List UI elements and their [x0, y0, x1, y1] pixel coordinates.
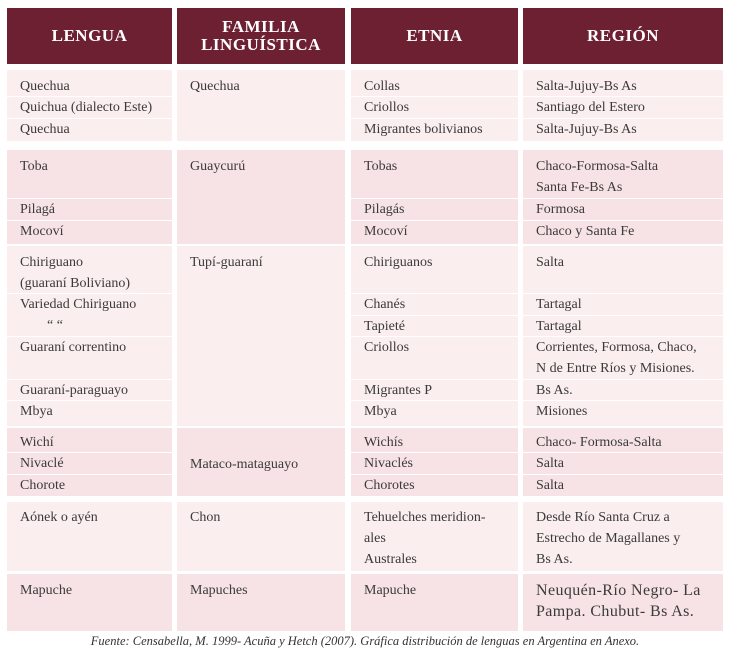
etnia-cell: ales — [364, 531, 386, 546]
etnia-cell: Chorotes — [351, 474, 518, 496]
region-cell: Santiago del Estero — [523, 96, 723, 118]
region-cell: Chaco y Santa Fe — [523, 220, 723, 242]
etnia-cell: Nivaclés — [351, 452, 518, 474]
etnia-cell: Tehuelches meridion- — [364, 510, 486, 525]
lengua-cell: Wichí — [20, 435, 54, 450]
region-cell: Misiones — [523, 400, 723, 422]
region-cell: Corrientes, Formosa, Chaco, — [523, 336, 723, 358]
lengua-cell: Pilagá — [7, 198, 172, 220]
column-lengua — [7, 0, 172, 657]
region-cell: Salta — [536, 255, 564, 270]
familia-cell: Mapuches — [190, 583, 248, 598]
lengua-cell: (guaraní Boliviano) — [20, 276, 131, 291]
lengua-cell: Chiriguano — [20, 255, 83, 270]
lengua-cell: Aónek o ayén — [20, 510, 98, 525]
lengua-cell: Quechua — [7, 118, 172, 140]
region-cell: Neuquén-Río Negro- La — [536, 582, 701, 599]
lengua-cell: Variedad Chiriguano — [7, 293, 172, 315]
lengua-cell: Mbya — [7, 400, 172, 422]
region-cell: N de Entre Ríos y Misiones. — [536, 361, 695, 376]
etnia-cell: Migrantes bolivianos — [351, 118, 518, 140]
etnia-cell: Tobas — [364, 159, 398, 174]
region-cell: Salta — [523, 452, 723, 474]
lengua-cell: Guaraní correntino — [7, 336, 172, 379]
etnia-cell: Wichís — [364, 435, 404, 450]
lengua-cell: Toba — [20, 159, 48, 174]
familia-cell: Guaycurú — [190, 159, 246, 174]
etnia-cell: Mapuche — [364, 583, 417, 598]
header-region-text: REGIÓN — [587, 26, 659, 45]
source-footer: Fuente: Censabella, M. 1999- Acuña y Hetch (2007). Gráfica distribución de lenguas en Argentina en Anexo. — [90, 634, 640, 648]
region-cell: Pampa. Chubut- Bs As. — [536, 603, 695, 620]
etnia-cell: Mocoví — [351, 220, 518, 242]
column-etnia — [351, 0, 518, 657]
header-familia-line2: LINGUÍSTICA — [201, 35, 321, 54]
lengua-cell: Quechua — [20, 79, 70, 94]
etnia-cell: Migrantes P — [351, 379, 518, 401]
region-cell: Salta — [523, 474, 723, 496]
region-cell: Tartagal — [523, 315, 723, 337]
region-cell: Estrecho de Magallanes y — [536, 531, 681, 546]
region-cell: Santa Fe-Bs As — [536, 180, 623, 195]
lengua-cell: “ “ — [47, 318, 63, 333]
region-cell: Chaco-Formosa-Salta — [536, 159, 659, 174]
etnia-cell: Australes — [364, 552, 417, 567]
header-lengua-text: LENGUA — [51, 26, 128, 45]
etnia-cell: Chanés — [351, 293, 518, 315]
group-tupi-guarani — [177, 246, 345, 426]
region-cell: Bs As. — [536, 552, 573, 567]
lengua-cell: Mapuche — [20, 583, 73, 598]
header-etnia-text: ETNIA — [406, 26, 463, 45]
etnia-cell: Criollos — [351, 96, 518, 118]
etnia-cell: Criollos — [351, 336, 518, 379]
lengua-cell: Guaraní-paraguayo — [7, 379, 172, 401]
region-cell: Tartagal — [523, 293, 723, 315]
region-cell: Salta-Jujuy-Bs As — [523, 118, 723, 140]
column-familia — [177, 0, 345, 657]
region-cell: Bs As. — [523, 379, 723, 401]
lengua-cell: Quichua (dialecto Este) — [7, 96, 172, 118]
etnia-cell: Mbya — [351, 400, 518, 422]
etnia-cell: Tapieté — [351, 315, 518, 337]
region-cell: Salta-Jujuy-Bs As — [536, 79, 637, 94]
region-cell: Formosa — [523, 198, 723, 220]
familia-cell: Chon — [190, 510, 221, 525]
familia-cell: Mataco-mataguayo — [190, 457, 299, 472]
lengua-cell: Mocoví — [7, 220, 172, 242]
header-familia-line1: FAMILIA — [222, 17, 300, 36]
etnia-cell: Pilagás — [351, 198, 518, 220]
region-cell: Chaco- Formosa-Salta — [536, 435, 662, 450]
familia-cell: Quechua — [190, 79, 240, 94]
familia-cell: Tupí-guaraní — [190, 255, 263, 270]
lengua-cell: Nivaclé — [7, 452, 172, 474]
etnia-cell: Chiriguanos — [364, 255, 433, 270]
region-cell: Desde Río Santa Cruz a — [536, 510, 670, 525]
column-region — [523, 0, 723, 657]
etnia-cell: Collas — [364, 79, 400, 94]
lengua-cell: Chorote — [7, 474, 172, 496]
